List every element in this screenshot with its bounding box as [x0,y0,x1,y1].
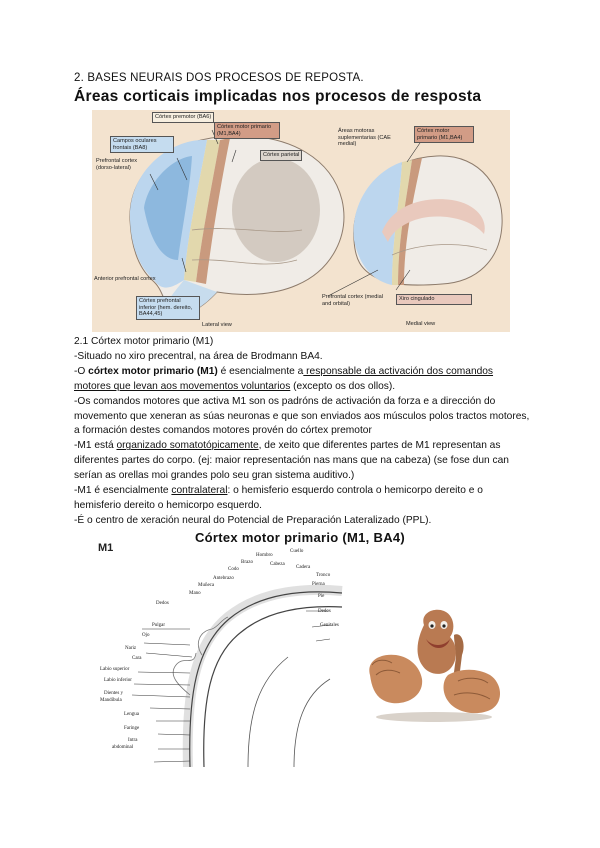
part-abdominal: abdominal [112,745,134,750]
part-labio-inferior: Labio inferior [104,678,132,683]
label-campos-oculares: Campos oculares frontais (BA8) [110,136,174,153]
label-cingulado: Xiro cingulado [396,294,472,305]
homunculus-figure [362,605,507,723]
part-dedos-mano: Dedos [156,601,169,606]
part-lengua: Lengua [124,712,139,717]
label-medial-view: Medial view [406,321,436,327]
label-prefrontal-medial: Prefrontal cortex (medial and orbital) [322,294,383,307]
part-dientes: Dientes y [104,691,124,696]
figure-title: Córtex motor primario (M1, BA4) [194,530,406,545]
text-run: : o hemisferio esquerdo controla o hemicorpo dereito e o hemisferio dereito o hemicorpo esquerdo. [74,485,483,511]
page-title: Áreas corticais implicadas nos procesos de resposta [74,88,482,105]
part-tronco: Tronco [316,573,331,578]
paragraph-commands: -Os comandos motores que activa M1 son os padróns de activación da forza e a dirección do movemento que xeneran as súas neuronas e que son enviados aos músculos polos tractos motores, a formación destes comandos motores provén do córtex premotor [74,395,530,437]
part-ojo: Ojo [142,633,150,638]
section-heading: 2. BASES NEURAIS DOS PROCESOS DE REPOSTA. [74,72,364,84]
part-cara: Cara [132,656,142,661]
paragraph-contralateral [74,484,530,514]
part-antebrazo: Antebrazo [213,576,234,581]
text-run: (excepto os dos ollos). [290,380,396,392]
bold-term: córtex motor primario (M1) [88,365,218,377]
label-areas-motoras: Áreas motoras suplementarias (CAE medial) [338,128,391,148]
label-prefrontal-inferior: Córtex prefrontal inferior (hem. dereito, BA44,45) [136,296,200,320]
label-motor-medial: Córtex motor primario (M1,BA4) [414,126,474,143]
paragraph-somatotopic [74,439,530,484]
paragraph-ppl: -É o centro de xeración neural do Potencial de Preparación Lateralizado (PPL). [74,514,432,526]
part-mandibula: Mandíbula [100,698,122,703]
part-muneca: Muñeca [198,583,215,588]
label-parietal: Córtex parietal [260,150,302,161]
part-labio-superior: Labio superior [100,667,130,672]
homunculus-map [98,542,354,767]
label-anterior-prefrontal: Anterior prefrontal cortex [94,276,156,282]
medial-brain [354,156,503,285]
text-run: -O [74,365,89,377]
label-prefrontal-dorso: Prefrontal cortex (dorso-lateral) [96,158,138,171]
underlined-text: contralateral [171,485,228,497]
part-mano: Mano [189,591,201,596]
part-cadera: Cadera [296,565,311,570]
text-run: -M1 é esencialmente [74,485,172,497]
label-motor-lateral: Córtex motor primario (M1,BA4) [214,122,280,139]
part-cabeza: Cabeza [270,562,285,567]
body-text [74,335,530,529]
part-faringe: Faringe [124,726,140,731]
m1-tag: M1 [98,542,114,554]
label-lateral-view: Lateral view [202,322,232,328]
part-hombro: Hombro [256,553,273,558]
part-dedos-pie: Dedos [318,609,331,614]
label-premotor: Córtex premotor (BA6) [152,112,214,123]
underlined-text: responsable da activación dos comandos motores que levan aos movementos voluntarios [74,365,494,392]
lateral-brain [130,136,344,313]
part-pulgar: Pulgar [152,623,166,628]
part-brazo: Brazo [241,560,253,565]
text-run: é esencialmente a [217,365,304,377]
text-run: , de xeito que diferentes partes de M1 representan as diferentes partes do corpo. (ej: maior representación nas mans que na cabeza) (se fose dun can serían as orellas moi grandes polo seu gran sistema auditivo.) [74,440,509,482]
text-run: -M1 está [74,440,117,452]
brain-areas-figure [92,110,510,332]
part-pierna: Pierna [312,582,325,587]
part-genitales: Genitales [320,623,339,628]
paragraph-responsible [74,365,530,395]
homunculus-sculpture [362,605,507,723]
paragraph-location: -Situado no xiro precentral, na área de Brodmann BA4. [74,350,323,362]
part-pie: Pie [318,594,325,599]
subheading-m1: 2.1 Córtex motor primario (M1) [74,336,214,347]
part-codo: Codo [228,567,239,572]
part-intra: Intra [128,738,138,743]
part-cuello: Cuello [290,549,304,554]
underlined-text: organizado somatotópicamente [116,440,259,452]
part-nariz: Nariz [125,646,137,651]
